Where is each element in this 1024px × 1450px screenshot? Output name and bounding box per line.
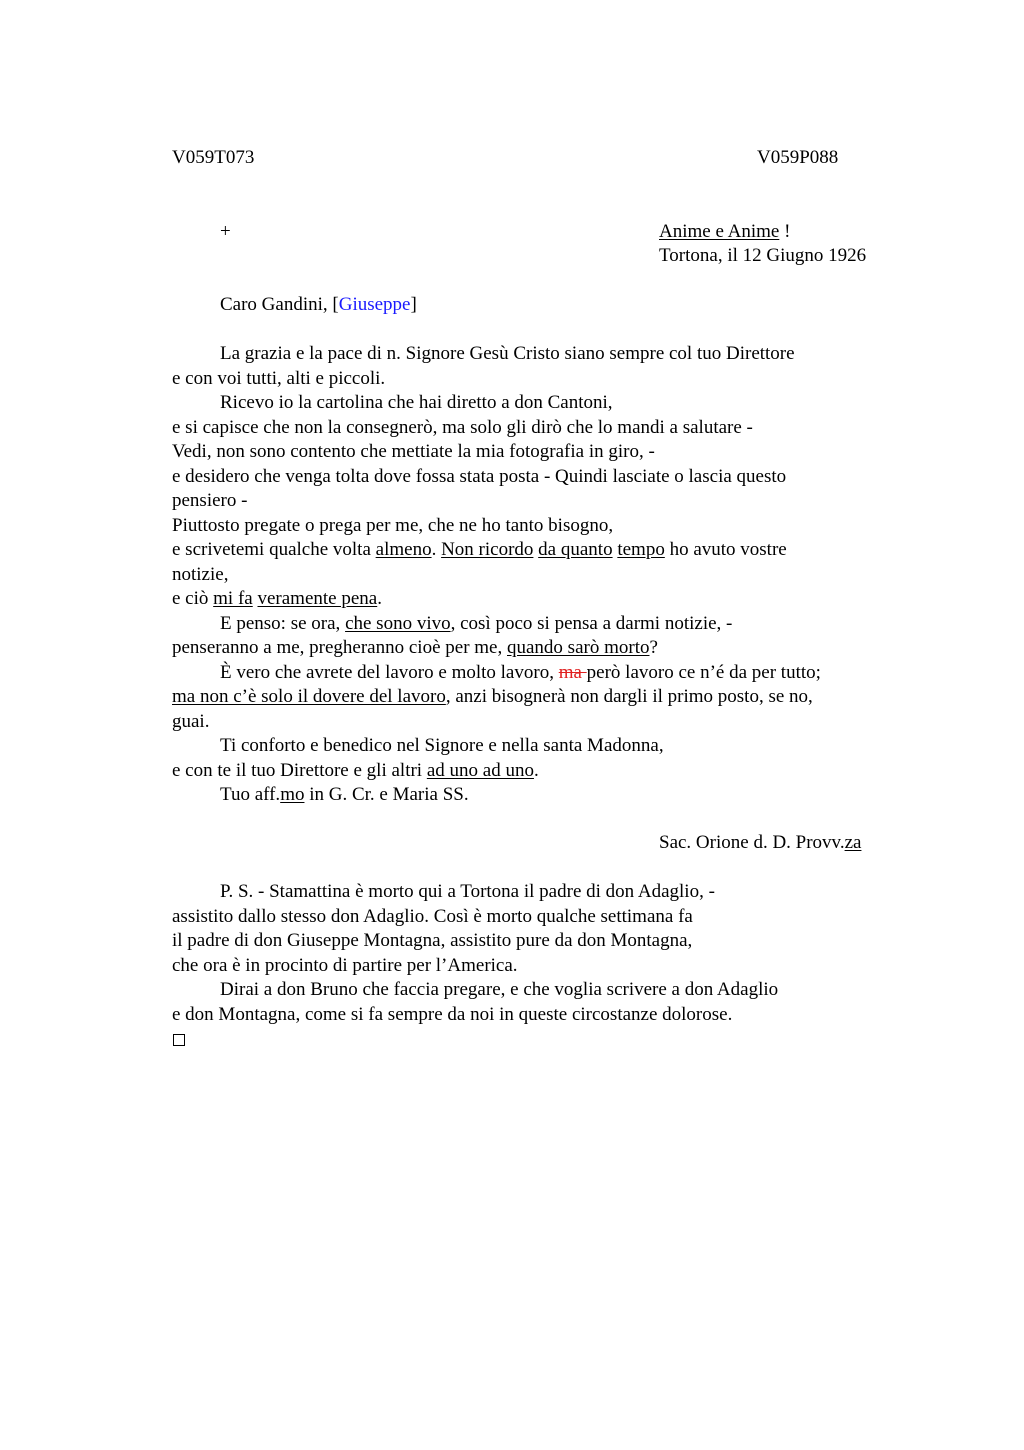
cross-mark: + (220, 221, 231, 242)
text-run: ? (649, 637, 658, 658)
struck-run: ma (558, 661, 587, 683)
body-line (172, 612, 892, 637)
text-run: . (377, 588, 382, 609)
text-run: e ciò (172, 588, 214, 609)
text-run: . (533, 759, 539, 781)
text-run: . (431, 539, 442, 560)
text-run: E penso: se ora, (220, 612, 346, 634)
body-line (172, 759, 892, 784)
body-line: Vedi, non sono contento che mettiate la mia fotografia in giro, - (172, 441, 655, 462)
salutation-name-link[interactable]: Giuseppe (338, 294, 411, 315)
body-line: notizie, (172, 563, 229, 585)
body-line (172, 661, 892, 686)
code-left: V059T073 (172, 147, 255, 168)
code-right: V059P088 (757, 147, 839, 168)
underlined-run: Non ricordo (441, 539, 534, 560)
text-run: È vero che avrete del lavoro e molto lavoro, (220, 661, 559, 683)
underlined-run: veramente pena (257, 588, 378, 609)
place-date: Tortona, il 12 Giugno 1926 (659, 245, 867, 266)
letter-title-tail: ! (779, 221, 791, 242)
text-run: Tuo aff. (220, 784, 281, 805)
text-run: , anzi bisognerà non dargli il primo posto, se no, (445, 686, 813, 707)
body-line: e desidero che venga tolta dove fossa stata posta - Quindi lasciate o lascia questo (172, 465, 787, 487)
signature-main: Sac. Orione d. D. Provv. (659, 832, 845, 853)
letter-title-underlined: Anime e Anime (659, 221, 780, 242)
ps-line: il padre di don Giuseppe Montagna, assistito pure da don Montagna, (172, 930, 693, 951)
text-run: in G. Cr. e Maria SS. (304, 784, 469, 805)
ps-line: Dirai a don Bruno che faccia pregare, e che voglia scrivere a don Adaglio (220, 979, 779, 1000)
checkbox-square-icon (173, 1034, 185, 1046)
body-line (172, 587, 892, 612)
body-line: Ti conforto e benedico nel Signore e nella santa Madonna, (220, 735, 664, 756)
text-run: però lavoro ce n’é da per tutto; (586, 661, 821, 683)
body-line: e si capisce che non la consegnerò, ma solo gli dirò che lo mandi a salutare - (172, 416, 753, 438)
text-run: penseranno a me, pregheranno cioè per me, (172, 637, 507, 658)
salutation-suffix: ] (410, 294, 417, 315)
ps-line: che ora è in procinto di partire per l’America. (172, 954, 518, 976)
ps-line: e don Montagna, come si fa sempre da noi in queste circostanze dolorose. (172, 1003, 733, 1025)
body-line: pensiero - (172, 490, 248, 511)
underlined-run: mi fa (213, 588, 253, 609)
underlined-run: da quanto (538, 539, 613, 560)
body-line (172, 783, 892, 808)
body-line: Ricevo io la cartolina che hai diretto a don Cantoni, (220, 392, 613, 413)
letter-body (172, 342, 892, 808)
underlined-run: almeno (375, 539, 432, 560)
underlined-run: tempo (617, 539, 665, 560)
body-line (172, 538, 892, 563)
text-run: , così poco si pensa a darmi notizie, - (450, 612, 733, 634)
body-line: e con voi tutti, alti e piccoli. (172, 367, 386, 389)
salutation-prefix: Caro Gandini, [ (220, 294, 339, 315)
end-marker-icon (173, 1030, 185, 1052)
text-run: e con te il tuo Direttore e gli altri (172, 759, 427, 781)
underlined-run: che sono vivo (345, 612, 451, 634)
text-run: e scrivetemi qualche volta (172, 539, 376, 560)
body-line (172, 685, 892, 710)
body-line: guai. (172, 710, 210, 732)
body-line (172, 636, 892, 661)
signature (659, 831, 861, 856)
letter-title (659, 220, 790, 245)
salutation (220, 293, 417, 318)
ps-line: P. S. - Stamattina è morto qui a Tortona il padre di don Adaglio, - (220, 881, 715, 902)
underlined-run: quando sarò morto (507, 637, 650, 658)
ps-line: assistito dallo stesso don Adaglio. Così è morto qualche settimana fa (172, 905, 693, 927)
signature-underlined: za (844, 832, 862, 853)
text-run: ho avuto vostre (664, 539, 787, 560)
underlined-run: ad uno ad uno (426, 759, 534, 781)
body-line: Piuttosto pregate o prega per me, che ne ho tanto bisogno, (172, 514, 614, 536)
body-line: La grazia e la pace di n. Signore Gesù Cristo siano sempre col tuo Direttore (220, 343, 795, 364)
underlined-run: ma non c’è solo il dovere del lavoro (172, 686, 446, 707)
underlined-run: mo (280, 784, 305, 805)
postscript (172, 880, 892, 1027)
